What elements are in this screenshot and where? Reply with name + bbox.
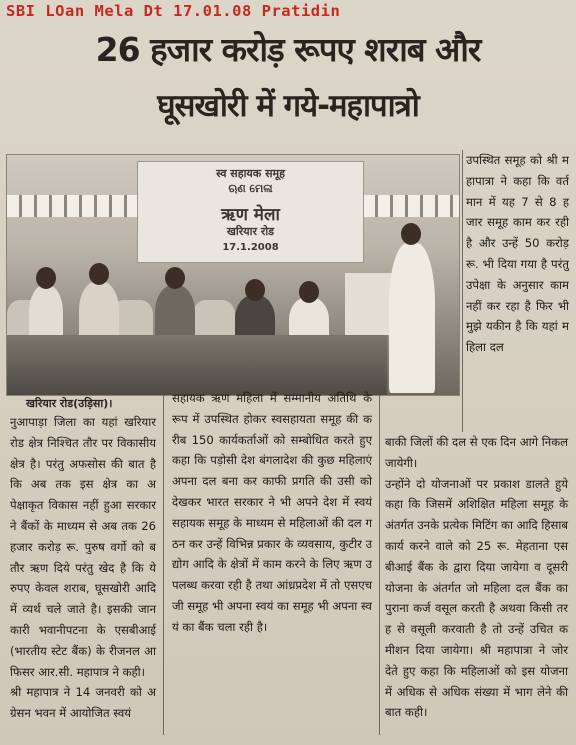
- article-paragraph: सहायक ऋण महिला में सम्मानीय अतिथि के रूप में उपस्थित होकर स्वसहायता समूह की करीब 150 कार्यकर्ताओं को सम्बोधित करते हुए कहा कि पड़ोसी देश बंगलादेश की कुछ महिलाएं अपना दल बना कर काफी प्रगति की उसी को देखकर भारत सरकार ने भी अपने देश में स्वयं सहायक समूह के माध्यम से महिलाओं की दल गठन कर उन्हें विभिन्न प्रकार के व्यवसाय, कुटीर उद्योग आदि के क्षेत्रों में काम करने के लिए ऋण उपलब्ध करवा रही है तथा आंध्रप्रदेश में तो एसएचजी समूह भी अपना स्वयं का समूह भी अपना स्वयं का बैंक चला रही है।: [172, 391, 372, 634]
- clipping-tag-line: SBI LOan Mela Dt 17.01.08 Pratidin: [6, 2, 341, 20]
- article-column-a: [10, 412, 156, 724]
- article-paragraph: बाकी जिलों की दल से एक दिन आगे निकल जायेगी।: [385, 435, 568, 470]
- stage-banner: [137, 161, 364, 263]
- speaker-head: [401, 223, 421, 245]
- guest-head: [36, 267, 56, 289]
- dais-table: [7, 335, 387, 395]
- headline-line-2: घूसखोरी में गये-महापात्रो: [157, 88, 419, 124]
- stage-decoration: [7, 195, 137, 217]
- standing-speaker: [389, 243, 435, 393]
- article-paragraph: उपस्थित समूह को श्री महापात्रा ने कहा कि वर्तमान में यह 7 से 8 हजार समूह काम कर रही है और उन्हें 50 करोड़ रू. भी दिया गया है परंतु उपेक्षा के अनुसार काम नहीं कर रहा है फिर भी मुझे यकीन है कि यहां महिला दल: [466, 153, 569, 355]
- column-divider: [462, 150, 463, 432]
- article-paragraph: नुआपाड़ा जिला का यहां खरियार रोड क्षेत्र निश्चित तौर पर विकासीय क्षेत्र है। परंतु अफसोस की बात है कि अब तक इस क्षेत्र का अपेक्षाकृत विकास नहीं हुआ सरकार ने बैंकों के माध्यम से अब तक 26 हजार करोड़ रू. पुरुष वर्गो को बतौर ऋण दिये परंतु खेद है कि ये रुपए केवल शराब, घूसखोरी आदि में व्यर्थ चले जाते है। इसकी जानकारी भवानीपटना के एसबीआई (भारतीय स्टेट बैंक) के रीजनल आफिसर आर.सी. महापात्र ने कही।: [10, 415, 156, 679]
- article-paragraph: श्री महापात्र ने 14 जनवरी को अग्रेसन भवन में आयोजित स्वयं: [10, 685, 156, 721]
- photo-caption: खरियार रोड(उड़िसा)।: [26, 397, 113, 410]
- guest-head: [165, 267, 185, 289]
- article-column-right-top: [466, 150, 569, 358]
- guest-head: [245, 279, 265, 301]
- article-column-b: [172, 388, 372, 638]
- stage-decoration: [363, 195, 459, 217]
- banner-text: ଋଣ ମେଳା: [228, 182, 273, 195]
- banner-text: ऋण मेला: [221, 205, 280, 225]
- banner-text: 17.1.2008: [222, 242, 279, 253]
- headline-line-1: 26 हजार करोड़ रूपए शराब और: [95, 30, 481, 69]
- guest-head: [89, 263, 109, 285]
- guest-head: [299, 281, 319, 303]
- column-divider: [163, 395, 164, 735]
- column-divider: [379, 395, 380, 735]
- event-photo: [6, 154, 460, 396]
- banner-text: स्व सहायक समूह: [216, 167, 285, 180]
- article-column-c: [385, 432, 568, 723]
- article-paragraph: उन्होंने दो योजनाओं पर प्रकाश डालते हुये कहा कि जिसमें अशिक्षित महिला समूह के अंतर्गत उनके प्रत्येक मिटिंग का आदि हिसाब कार्य करने वाले को 25 रू. मेहताना एसबीआई बैंक के द्वारा दिया जायेगा व दूसरी योजना के अंतर्गत जो महिला दल बैंक का पुराना कर्ज वसूल करती है अथवा किसी तरह से वसूली करवाती है तो उन्हें उचित कमीशन दिया जायेगा। श्री महापात्रा ने जोर देते हुए कहा कि महिलाओं को इस योजना में अधिक से अधिक संख्या में भाग लेने की बात कही।: [385, 476, 568, 720]
- banner-text: खरियार रोड: [226, 225, 275, 238]
